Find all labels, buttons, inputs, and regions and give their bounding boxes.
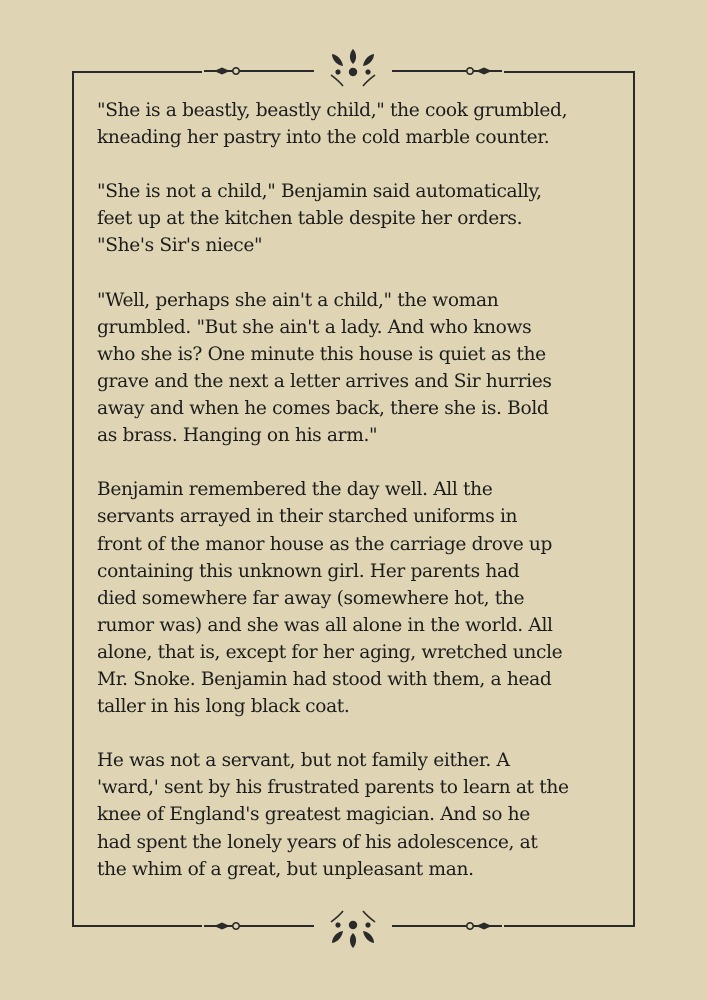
- bottom-ornament-divider: [202, 896, 504, 956]
- paragraph-2: "She is not a child," Benjamin said automatically, feet up at the kitchen table despite her orders. "She's Sir's niece": [97, 181, 542, 257]
- flourish-ornament-icon: [202, 896, 504, 956]
- paragraph-3: "Well, perhaps she ain't a child," the woman grumbled. "But she ain't a lady. And who knows who she is? One minute this house is quiet as the grave and the next a letter arrives and Sir hurries away and when he comes back, there she is. Bold as brass. Hanging on his arm.": [97, 289, 552, 447]
- flourish-ornament-icon: [202, 41, 504, 101]
- paragraph-1: "She is a beastly, beastly child," the cook grumbled, kneading her pastry into the cold marble counter.: [97, 100, 568, 149]
- paragraph-4: Benjamin remembered the day well. All the servants arrayed in their starched uniforms in front of the manor house as the carriage drove up containing this unknown girl. Her parents had died somewhere far away (somewhere hot, the rumor was) and she was all alone in the world. All alone, that is, except for her aging, wretched uncle Mr. Snoke. Benjamin had stood with them, a head taller in his long black coat.: [97, 479, 563, 718]
- story-text-body: [97, 97, 617, 883]
- paragraph-5: He was not a servant, but not family either. A 'ward,' sent by his frustrated parents to learn at the knee of England's greatest magician. And so he had spent the lonely years of his adolescence, at the whim of a great, but unpleasant man.: [97, 750, 569, 880]
- top-ornament-divider: [202, 41, 504, 101]
